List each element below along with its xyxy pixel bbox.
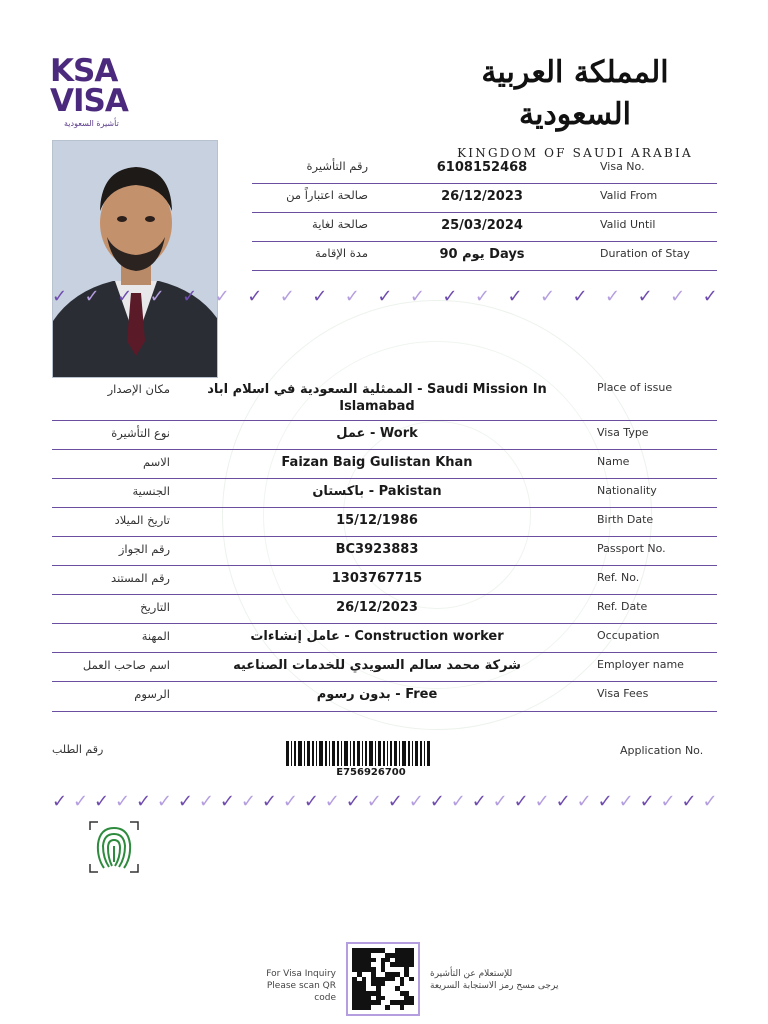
checkmark-icon: ✓ [261,791,277,812]
checkmark-icon: ✓ [681,791,697,812]
label-en: Visa Type [597,426,649,439]
checkmark-icon: ✓ [198,791,214,812]
kingdom-emblem [444,52,706,160]
checkmark-icon: ✓ [702,286,718,307]
checkmark-icon: ✓ [576,791,592,812]
label-ar: رقم الجواز [118,542,170,556]
application-label-en: Application No. [620,744,704,757]
application-number: E756926700 [336,767,406,778]
employer-value: شركة محمد سالم السويدي للخدمات الصناعيه [233,658,521,673]
checkmark-icon: ✓ [149,286,165,307]
checkmark-icon: ✓ [247,286,263,307]
checkmark-icon: ✓ [117,286,133,307]
valid-until-value: 25/03/2024 [441,218,523,233]
fingerprint-icon [88,820,140,874]
qr-code[interactable] [346,942,420,1016]
applicant-photo [52,140,218,378]
qr-caption-en-line1: For Visa Inquiry [266,969,336,979]
checkmark-icon: ✓ [324,791,340,812]
checkmark-icon: ✓ [345,791,361,812]
label-en: Valid From [600,189,658,202]
visa-fees-value: بدون رسوم - Free [316,687,438,702]
checkmark-icon: ✓ [450,791,466,812]
ref-date-value: 26/12/2023 [336,600,418,615]
checkmark-icon: ✓ [409,286,425,307]
checkmark-icon: ✓ [387,791,403,812]
row-duration [252,242,717,271]
duration-value: 90 يوم Days [439,247,525,262]
label-en: Name [597,455,630,468]
checkmark-band-top [52,286,718,308]
checkmark-icon: ✓ [507,286,523,307]
row-birth-date [52,508,717,537]
label-ar: صالحة لغاية [312,217,368,231]
checkmark-icon: ✓ [702,791,718,812]
checkmark-icon: ✓ [377,286,393,307]
label-ar: تاريخ الميلاد [114,513,170,527]
row-place-of-issue [52,378,717,421]
label-ar: مكان الإصدار [107,382,170,396]
valid-from-value: 26/12/2023 [441,189,523,204]
kingdom-arabic: المملكة العربية السعودية [481,55,669,132]
label-ar: اسم صاحب العمل [82,658,170,672]
checkmark-icon: ✓ [492,791,508,812]
row-employer [52,653,717,682]
row-nationality [52,479,717,508]
qr-caption-en [244,968,336,1004]
checkmark-icon: ✓ [72,791,89,812]
checkmark-icon: ✓ [474,286,490,307]
row-visa-type [52,421,717,450]
label-ar: الاسم [142,455,170,469]
qr-caption-ar-line2: يرجى مسح رمز الاستجابة السريعة [430,981,559,991]
kingdom-english: KINGDOM OF SAUDI ARABIA [457,146,693,160]
row-valid-until [252,213,717,242]
checkmark-icon: ✓ [156,791,173,812]
barcode [286,741,518,766]
checkmark-icon: ✓ [52,286,68,307]
checkmark-icon: ✓ [114,791,131,812]
checkmark-icon: ✓ [240,791,256,812]
checkmark-icon: ✓ [618,791,634,812]
checkmark-icon: ✓ [637,286,653,307]
qr-caption-en-line2: Please scan QR code [266,981,336,1003]
checkmark-icon: ✓ [471,791,487,812]
checkmark-icon: ✓ [84,286,100,307]
checkmark-icon: ✓ [513,791,529,812]
qr-caption-ar-line1: للإستعلام عن التأشيرة [430,969,513,979]
row-visa-no [252,155,717,184]
visa-number-value: 6108152468 [436,160,528,175]
checkmark-icon: ✓ [52,791,68,812]
label-en: Occupation [597,629,660,642]
label-en: Visa No. [600,160,645,173]
row-visa-fees [52,682,717,712]
application-label-ar: رقم الطلب [52,743,104,756]
qr-grid [352,948,414,1010]
label-ar: مدة الإقامة [315,246,368,260]
checkmark-icon: ✓ [282,791,298,812]
checkmark-icon: ✓ [135,791,152,812]
birth-date-value: 15/12/1986 [336,513,418,528]
label-en: Employer name [597,658,684,671]
checkmark-icon: ✓ [670,286,686,307]
name-value: Faizan Baig Gulistan Khan [281,455,473,470]
checkmark-icon: ✓ [605,286,621,307]
logo-line1: KSA [50,53,118,89]
checkmark-icon: ✓ [177,791,193,812]
row-passport-no [52,537,717,566]
checkmark-icon: ✓ [555,791,571,812]
checkmark-icon: ✓ [279,286,295,307]
label-en: Visa Fees [597,687,649,700]
label-en: Passport No. [597,542,666,555]
checkmark-icon: ✓ [219,791,235,812]
checkmark-icon: ✓ [182,286,198,307]
qr-caption-ar [430,968,570,992]
checkmark-icon: ✓ [303,791,319,812]
checkmark-icon: ✓ [93,791,110,812]
checkmark-icon: ✓ [639,791,655,812]
checkmark-band-bottom [52,791,718,813]
row-occupation [52,624,717,653]
checkmark-icon: ✓ [408,791,424,812]
label-en: Valid Until [600,218,656,231]
checkmark-icon: ✓ [572,286,588,307]
label-en: Nationality [597,484,657,497]
label-ar: رقم المستند [111,571,170,585]
checkmark-icon: ✓ [429,791,445,812]
label-ar: المهنة [141,629,170,643]
row-valid-from [252,184,717,213]
checkmark-icon: ✓ [344,286,360,307]
qr-footer [0,940,768,1020]
qr-module [409,1005,414,1010]
checkmark-icon: ✓ [597,791,613,812]
label-ar: الجنسية [132,484,170,498]
label-en: Ref. Date [597,600,648,613]
label-ar: التاريخ [140,600,170,614]
label-ar: نوع التأشيرة [111,426,170,440]
logo-line2: VISA [50,83,128,119]
checkmark-icon: ✓ [366,791,382,812]
row-name [52,450,717,479]
checkmark-icon: ✓ [312,286,328,307]
checkmark-icon: ✓ [539,286,556,307]
label-ar: الرسوم [134,687,170,701]
passport-no-value: BC3923883 [335,542,419,557]
checkmark-icon: ✓ [214,286,230,307]
row-ref-date [52,595,717,624]
label-ar: رقم التأشيرة [306,159,368,173]
ref-no-value: 1303767715 [331,571,423,586]
label-en: Duration of Stay [600,247,690,260]
logo-sub: تأشيرة السعودية [64,119,119,128]
checkmark-icon: ✓ [442,286,458,307]
nationality-value: باكستان - Pakistan [312,484,442,499]
visa-type-value: عمل - Work [336,426,418,441]
checkmark-icon: ✓ [534,791,550,812]
occupation-value: عامل إنشاءات - Construction worker [250,629,504,644]
label-en: Birth Date [597,513,654,526]
label-en: Ref. No. [597,571,640,584]
label-ar: صالحة اعتباراً من [286,188,368,202]
place-of-issue-value: الممثلية السعودية في اسلام اباد - Saudi Mission In Islamabad [207,382,547,414]
checkmark-icon: ✓ [660,791,676,812]
label-en: Place of issue [597,381,673,394]
row-ref-no [52,566,717,595]
ksa-visa-logo [50,53,150,130]
